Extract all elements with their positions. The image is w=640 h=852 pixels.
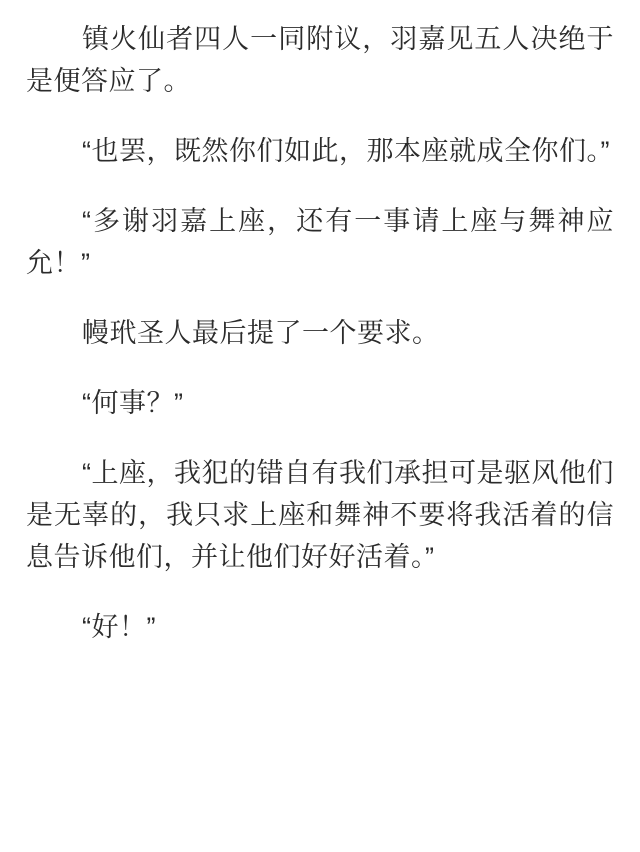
paragraph: “好！”: [82, 612, 156, 642]
paragraph: “多谢羽嘉上座，还有一事请上座与舞神应允！”: [26, 206, 614, 278]
paragraph: 镇火仙者四人一同附议，羽嘉见五人决绝于是便答应了。: [26, 24, 614, 96]
paragraph: “上座，我犯的错自有我们承担可是驱风他们是无辜的，我只求上座和舞神不要将我活着的信息告诉他们，并让他们好好活着。”: [26, 458, 614, 572]
paragraph: “也罢，既然你们如此，那本座就成全你们。”: [82, 136, 610, 166]
paragraph: “何事？”: [82, 388, 184, 418]
paragraph: 幔玳圣人最后提了一个要求。: [82, 318, 440, 348]
